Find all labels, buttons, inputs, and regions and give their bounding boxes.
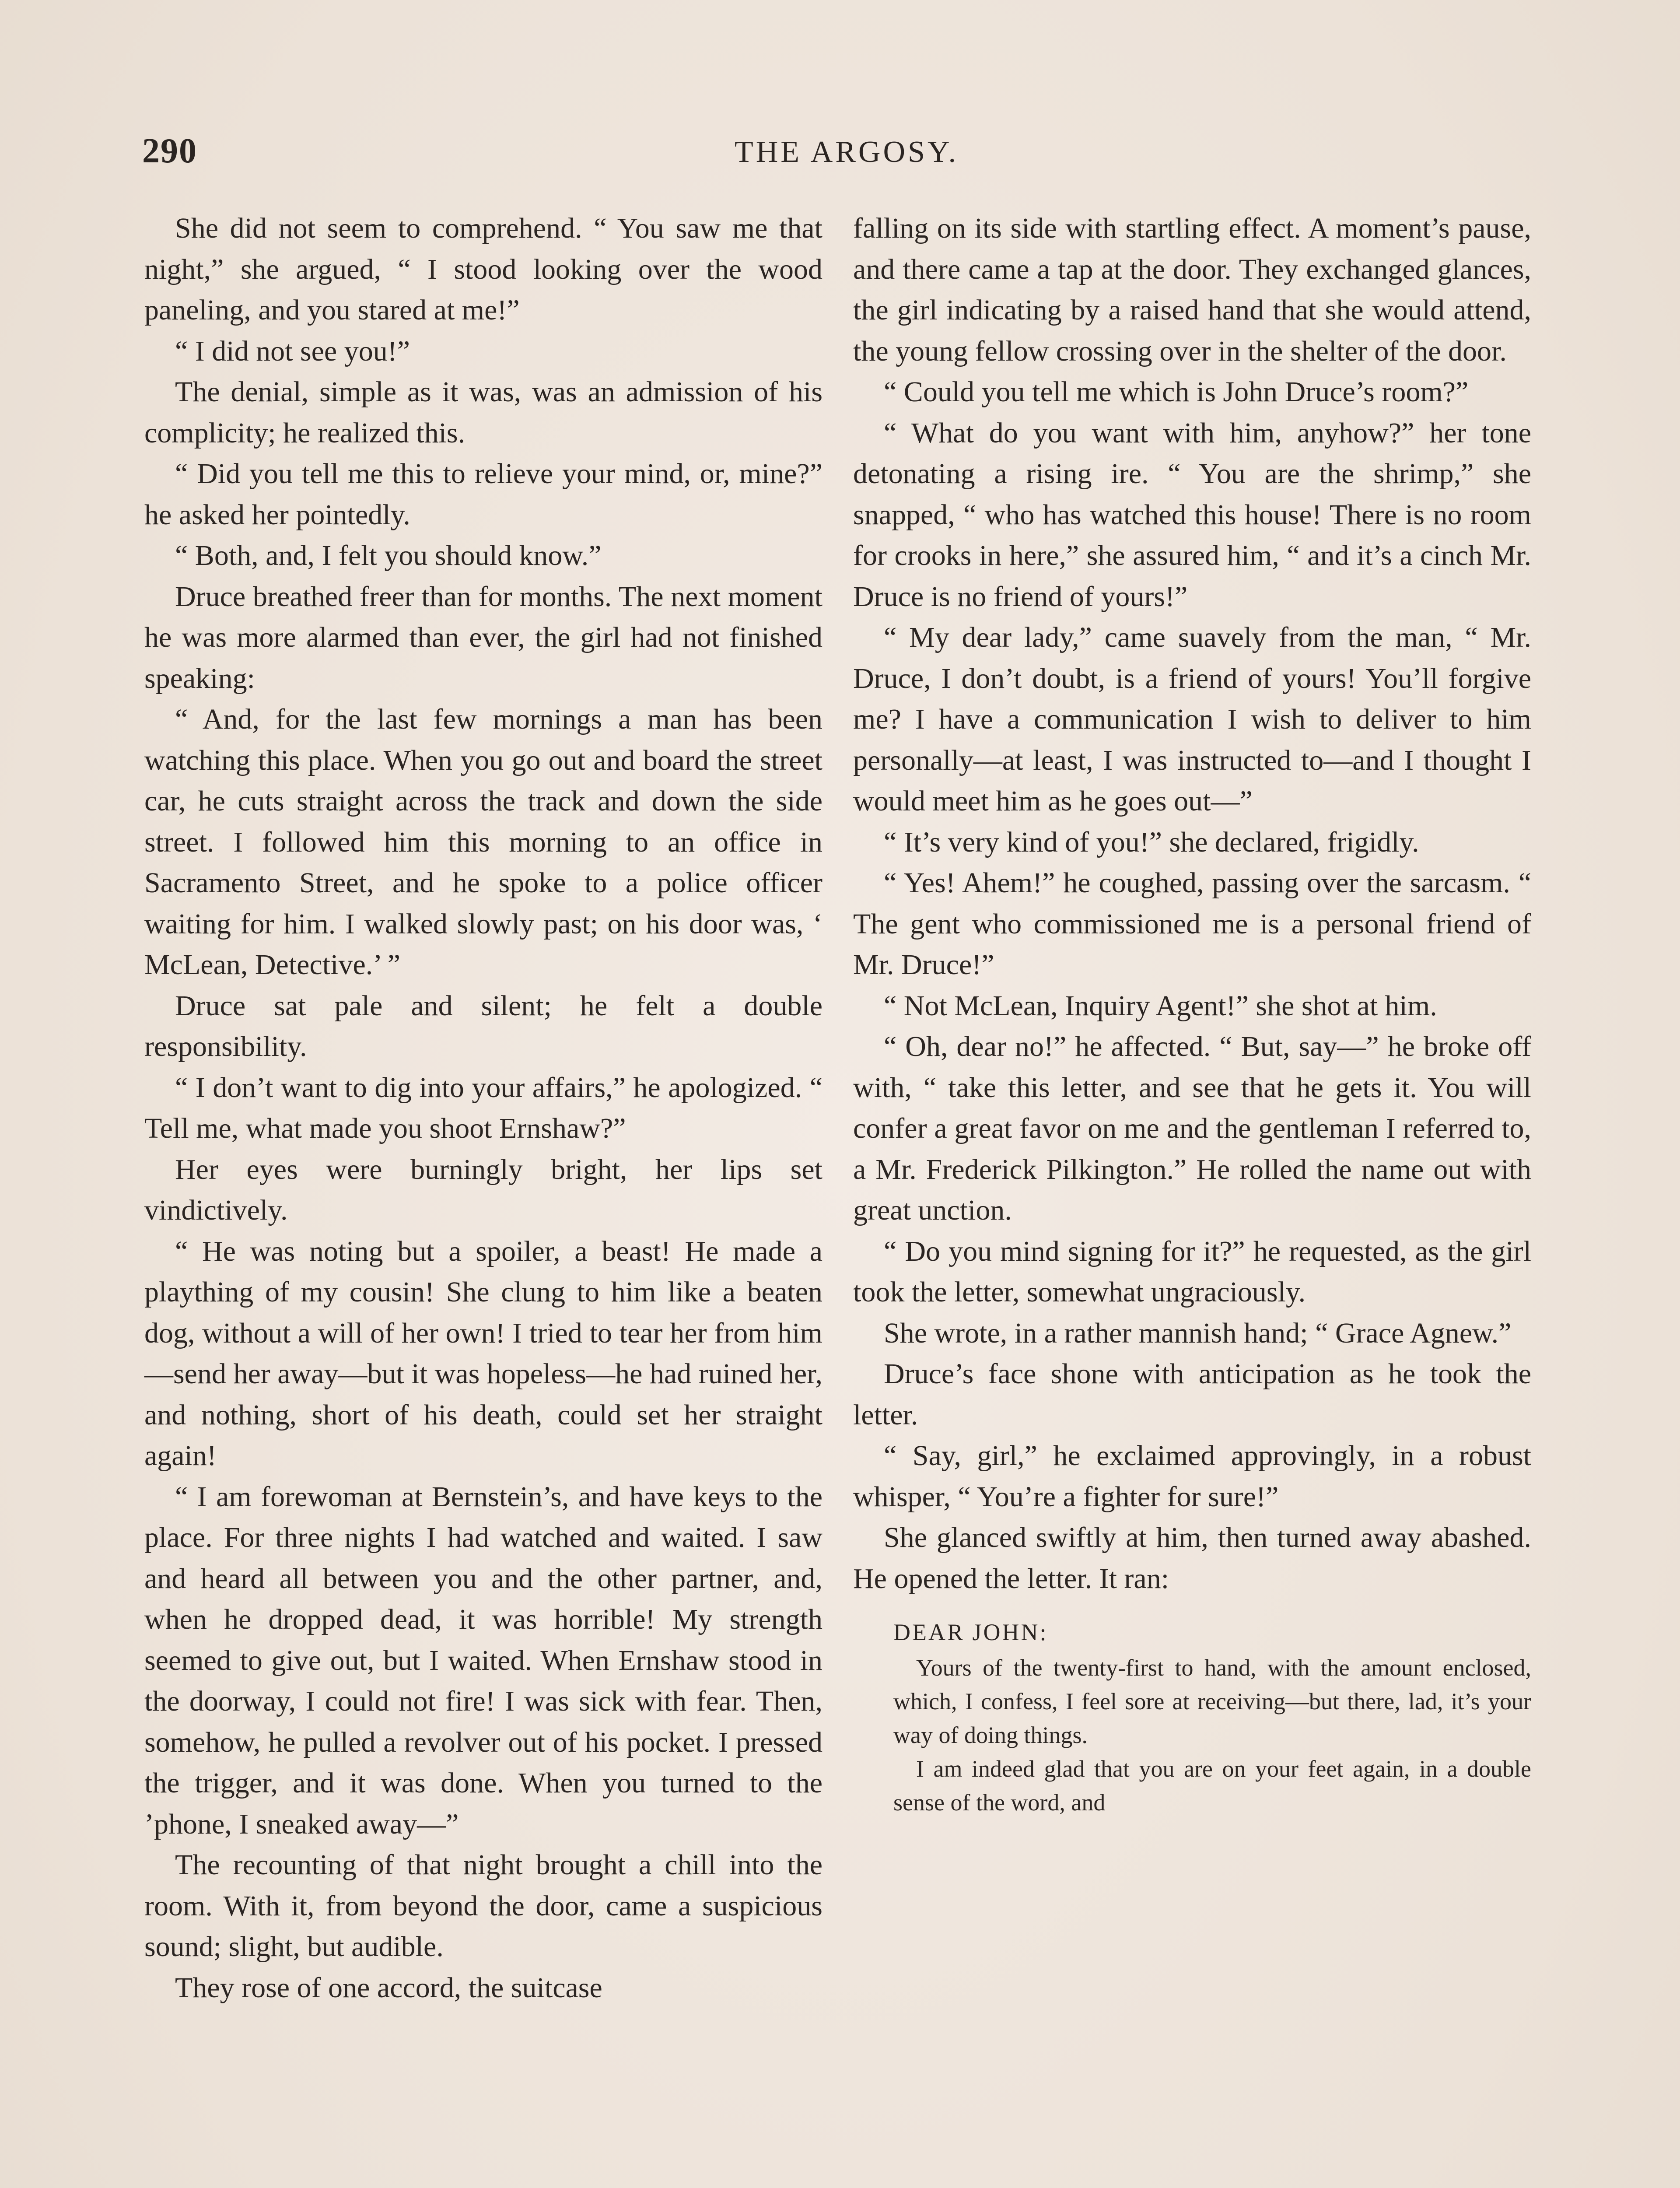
paragraph: “ I don’t want to dig into your affairs,” he apologized. “ Tell me, what made you shoot Ernshaw?”	[144, 1071, 822, 1144]
paragraph: “ Could you tell me which is John Druce’s room?”	[884, 376, 1469, 408]
paragraph: The recounting of that night brought a chill into the room. With it, from beyond the door, came a suspicious sound; slight, but audible.	[144, 1849, 822, 1963]
quoted-letter	[853, 1616, 1531, 1820]
paragraph: “ It’s very kind of you!” she declared, frigidly.	[884, 826, 1419, 858]
paragraph: She did not seem to comprehend. “ You saw me that night,” she argued, “ I stood looking over the wood paneling, and you stared at me!”	[144, 212, 822, 326]
paragraph: They rose of one accord, the suitcase	[175, 1971, 602, 2004]
paragraph: “ He was noting but a spoiler, a beast! He made a plaything of my cousin! She clung to him like a beaten dog, without a will of her own! I tried to tear her from him—send her away—but it was hopeless—he had ruined her, and nothing, short of his death, could set her straight again!	[144, 1235, 822, 1472]
paragraph: “ What do you want with him, anyhow?” her tone detonating a rising ire. “ You are the shrimp,” she snapped, “ who has watched this house! There is no room for crooks in here,” she assured him, “ and it’s a cinch Mr. Druce is no friend of yours!”	[853, 417, 1531, 613]
letter-paragraph: I am indeed glad that you are on your feet again, in a double sense of the word, and	[893, 1756, 1531, 1816]
letter-paragraph: Yours of the twenty-first to hand, with the amount enclosed, which, I confess, I feel sore at receiving—but there, lad, it’s your way of doing things.	[893, 1655, 1531, 1748]
paragraph: Her eyes were burningly bright, her lips set vindictively.	[144, 1153, 822, 1226]
paragraph: “ Say, girl,” he exclaimed approvingly, in a robust whisper, “ You’re a fighter for sure!”	[853, 1440, 1531, 1513]
paragraph: “ Do you mind signing for it?” he requested, as the girl took the letter, somewhat ungraciously.	[853, 1235, 1531, 1308]
paragraph: “ Not McLean, Inquiry Agent!” she shot at him.	[884, 989, 1437, 1022]
paragraph: “ And, for the last few mornings a man has been watching this place. When you go out and board the street car, he cuts straight across the track and down the side street. I followed him this morning to an office in Sacramento Street, and he spoke to a police officer waiting for him. I walked slowly past; on his door was, ‘ McLean, Detective.’ ”	[144, 703, 822, 981]
paragraph: She glanced swiftly at him, then turned away abashed. He opened the letter. It ran:	[853, 1522, 1531, 1595]
page-header	[142, 131, 1551, 179]
paragraph: Druce’s face shone with anticipation as he took the letter.	[853, 1358, 1531, 1431]
paragraph: “ Oh, dear no!” he affected. “ But, say—” he broke off with, “ take this letter, and see that he gets it. You will confer a great favor on me and the gentleman I referred to, a Mr. Frederick Pilkington.” He rolled the name out with great unction.	[853, 1031, 1531, 1226]
letter-salutation: DEAR JOHN:	[893, 1619, 1048, 1645]
paragraph: “ Both, and, I felt you should know.”	[175, 540, 602, 572]
paragraph-continued: falling on its side with startling effect. A moment’s pause, and there came a tap at the door. They exchanged glances, the girl indicating by a raised hand that she would attend, the young fellow crossing over in the shelter of the door.	[853, 212, 1531, 367]
left-column	[144, 208, 822, 2008]
running-title: THE ARGOSY.	[734, 135, 959, 169]
paragraph: She wrote, in a rather mannish hand; “ Grace Agnew.”	[884, 1317, 1512, 1349]
paragraph: “ My dear lady,” came suavely from the man, “ Mr. Druce, I don’t doubt, is a friend of yours! You’ll forgive me? I have a communication I wish to deliver to him personally—at least, I was instructed to—and I thought I would meet him as he goes out—”	[853, 621, 1531, 817]
paragraph: “ I am forewoman at Bernstein’s, and have keys to the place. For three nights I had watched and waited. I saw and heard all between you and the other partner, and, when he dropped dead, it was horrible! My strength seemed to give out, but I waited. When Ernshaw stood in the doorway, I could not fire! I was sick with fear. Then, somehow, he pulled a revolver out of his pocket. I pressed the trigger, and it was done. When you turned to the ’phone, I sneaked away—”	[144, 1480, 822, 1840]
paragraph: “ Yes! Ahem!” he coughed, passing over the sarcasm. “ The gent who commissioned me is a personal friend of Mr. Druce!”	[853, 867, 1531, 981]
paragraph: “ Did you tell me this to relieve your mind, or, mine?” he asked her pointedly.	[144, 458, 822, 531]
page-number: 290	[142, 132, 197, 170]
paragraph: Druce breathed freer than for months. The next moment he was more alarmed than ever, the girl had not finished speaking:	[144, 580, 822, 694]
paragraph: “ I did not see you!”	[175, 335, 410, 367]
right-column	[853, 208, 1531, 1820]
paragraph: Druce sat pale and silent; he felt a double responsibility.	[144, 989, 822, 1062]
paragraph: The denial, simple as it was, was an admission of his complicity; he realized this.	[144, 376, 822, 449]
